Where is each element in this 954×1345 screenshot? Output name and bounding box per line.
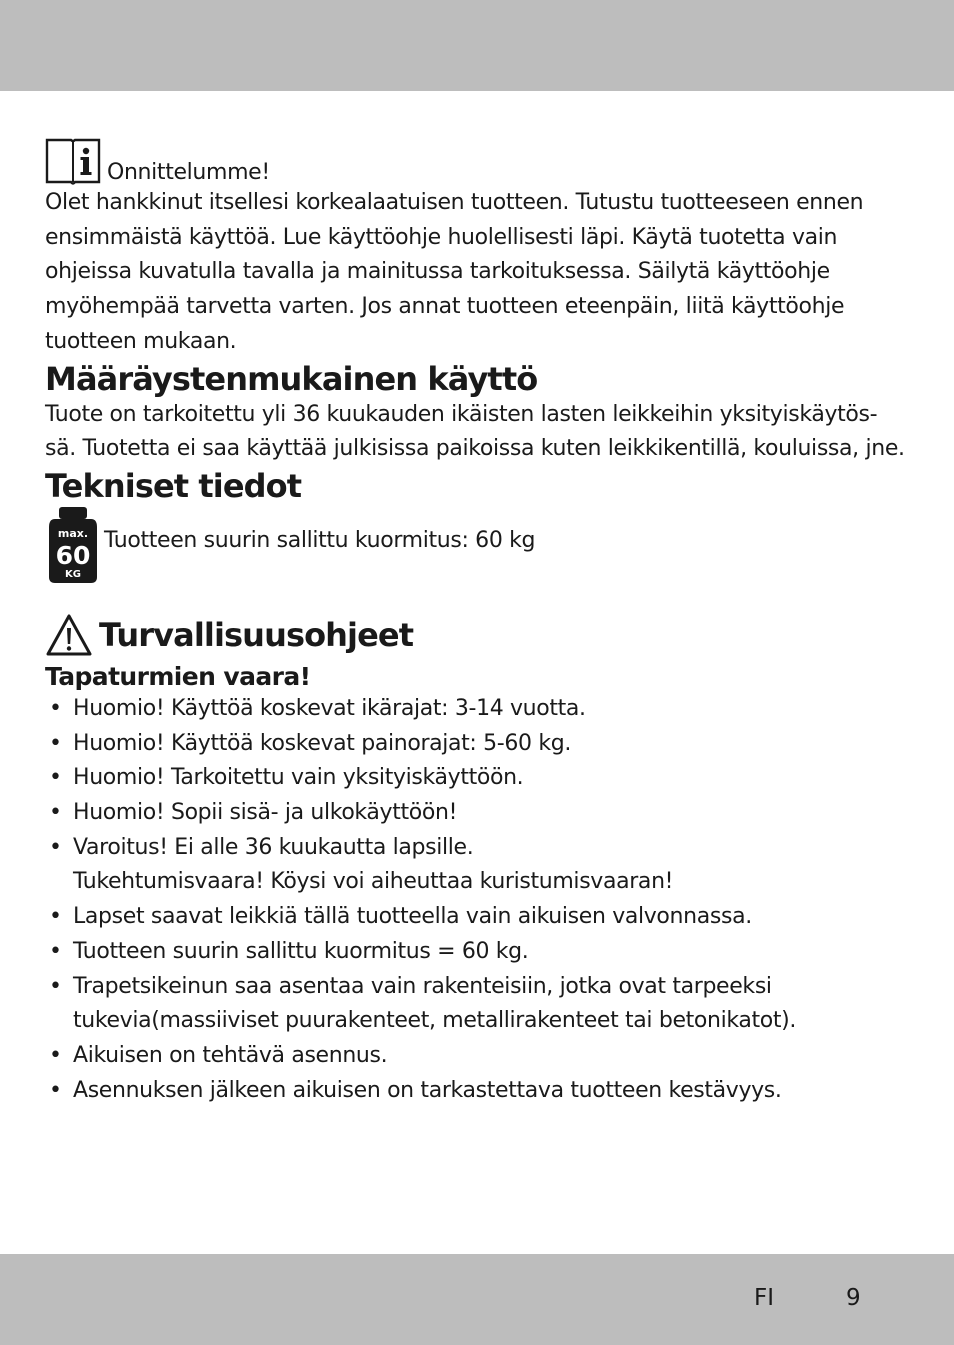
safety-heading-row (45, 613, 905, 657)
page-content (45, 134, 905, 1108)
intro-paragraph: Olet hankkinut itsellesi korkealaatuisen tuotteen. Tutustu tuotteeseen ennen ensimmäistä käyttöä. Lue käyttöohje huolellisesti läpi. Käytä tuotetta vain ohjeissa kuvatulla tavalla ja mainitussa tarkoituksessa. Säilytä käyttöohje myöhempää tarvetta varten. Jos annat tuotteen eteenpäin, liitä käyttöohje tuotteen mukaan. (45, 190, 864, 354)
hazard-subheading: Tapaturmien vaara! (45, 661, 311, 691)
max-weight-icon-value: 60 (55, 540, 91, 570)
max-load-text: Tuotteen suurin sallittu kuormitus: 60 kg (104, 527, 536, 553)
warning-triangle-icon (45, 613, 93, 657)
list-item: • Huomio! Käyttöä koskevat ikärajat: 3-14 vuotta. (45, 692, 905, 727)
list-item: • Huomio! Käyttöä koskevat painorajat: 5-60 kg. (45, 727, 905, 762)
intro-greeting: Onnittelumme! (107, 160, 270, 185)
tech-heading: Tekniset tiedot (45, 466, 302, 505)
page-number: 9 (846, 1285, 861, 1311)
header-band (0, 0, 954, 91)
footer-language: FI (754, 1285, 775, 1311)
safety-heading: Turvallisuusohjeet (99, 615, 414, 654)
list-item: • Varoitus! Ei alle 36 kuukautta lapsille. Tukehtumisvaara! Köysi voi aiheuttaa kuristumisvaaran! (45, 831, 905, 900)
intro-line (45, 134, 905, 186)
list-item: • Huomio! Sopii sisä- ja ulkokäyttöön! (45, 796, 905, 831)
footer-band (0, 1254, 954, 1345)
max-weight-icon (45, 505, 101, 585)
max-weight-icon-unit: KG (65, 568, 81, 580)
usage-paragraph: Tuote on tarkoitettu yli 36 kuukauden ikäisten lasten leikkeihin yksityiskäytös-sä. Tuotetta ei saa käyttää julkisissa paikoissa kuten leikkikentillä, kouluissa, jne. (45, 401, 905, 462)
list-item: • Asennuksen jälkeen aikuisen on tarkastettava tuotteen kestävyys. (45, 1074, 905, 1109)
list-item: • Huomio! Tarkoitettu vain yksityiskäyttöön. (45, 761, 905, 796)
info-book-icon (45, 138, 101, 186)
list-item: • Aikuisen on tehtävä asennus. (45, 1039, 905, 1074)
usage-heading: Määräystenmukainen käyttö (45, 359, 538, 398)
list-item: • Tuotteen suurin sallittu kuormitus = 60 kg. (45, 935, 905, 970)
list-item: • Lapset saavat leikkiä tällä tuotteella vain aikuisen valvonnassa. (45, 900, 905, 935)
max-load-row (45, 505, 905, 585)
max-weight-icon-top: max. (57, 526, 89, 540)
list-item: • Trapetsikeinun saa asentaa vain rakenteisiin, jotka ovat tarpeeksi tukevia(massiiviset puurakenteet, metallirakenteet tai betonikatot). (45, 970, 905, 1039)
safety-list (45, 692, 905, 1108)
